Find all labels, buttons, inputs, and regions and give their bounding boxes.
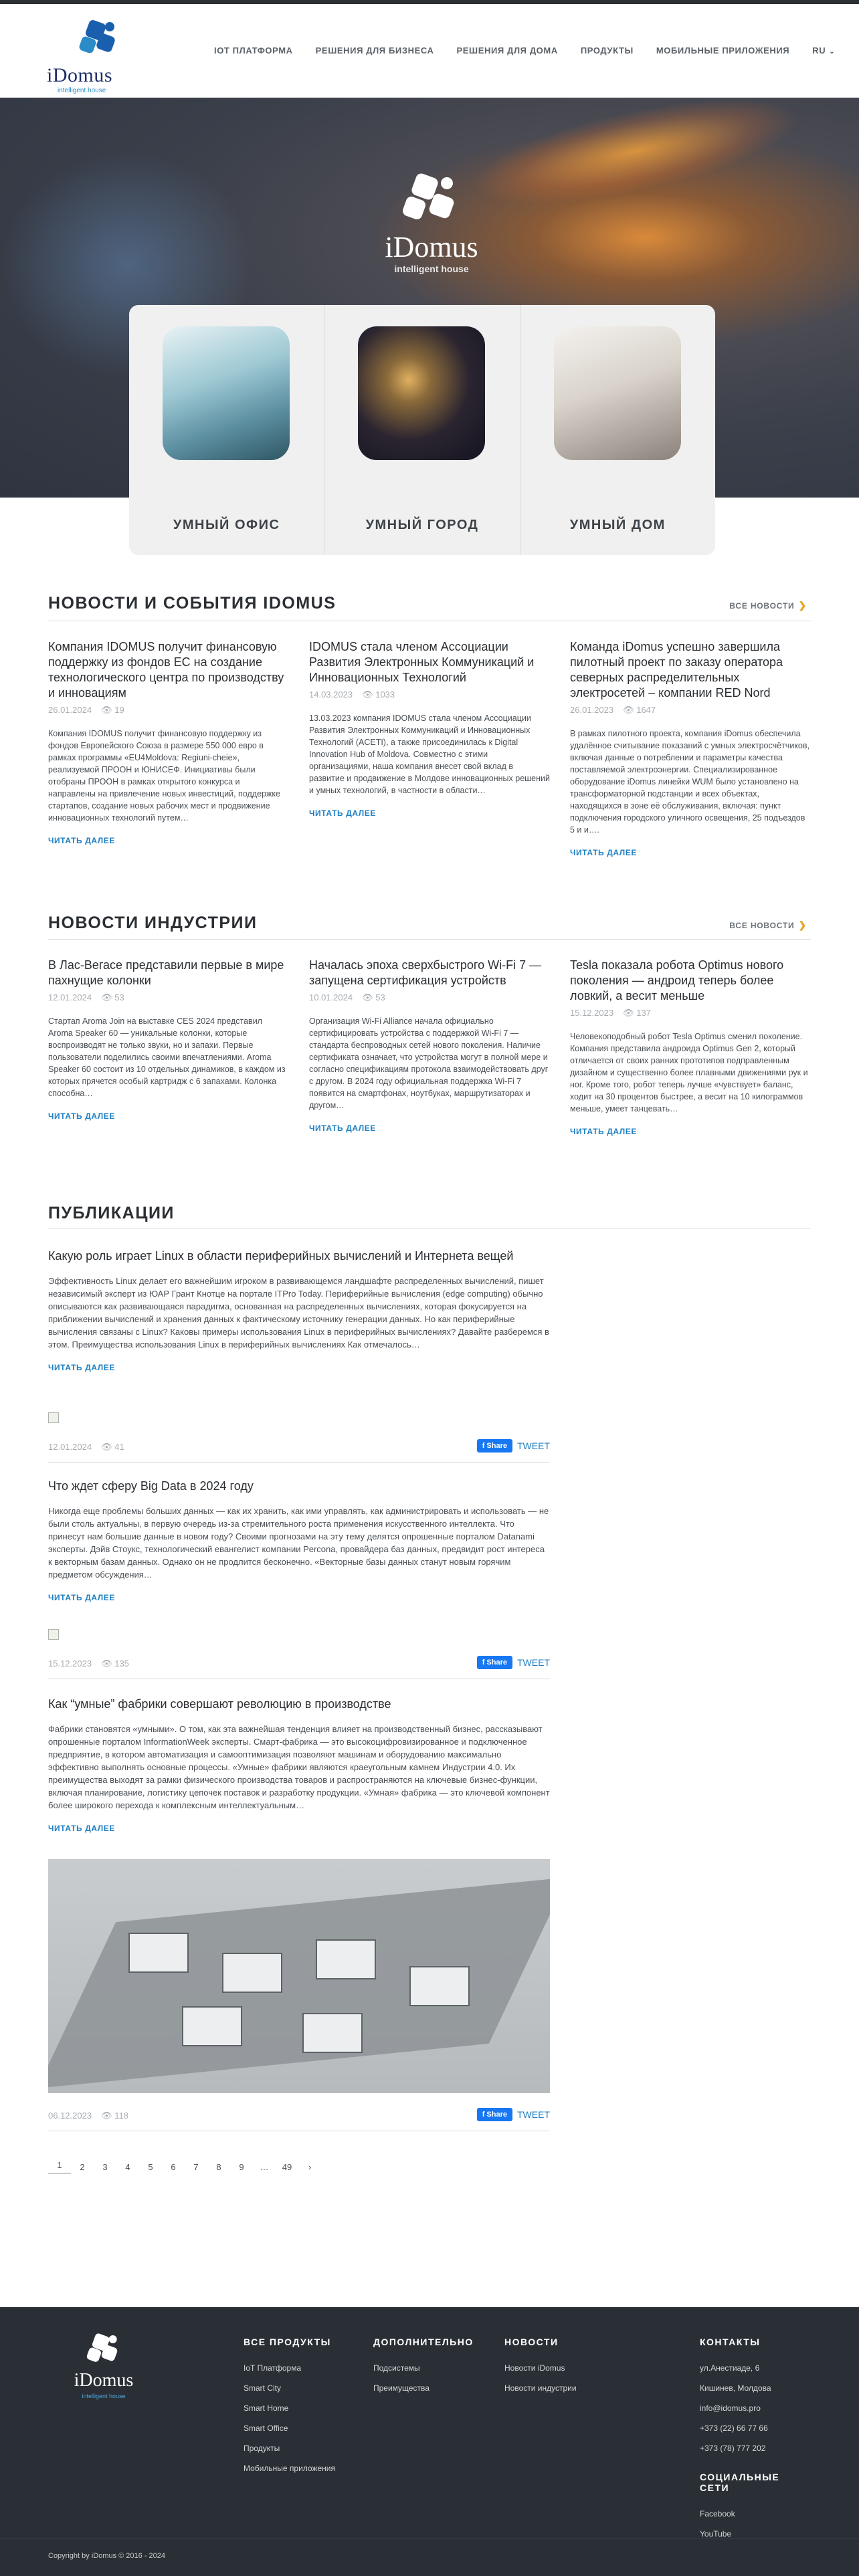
news-excerpt: В рамках пилотного проекта, компания iDomus обеспечила удалённое считывание показаний с умных электросчётчиков, включая данные о потреблении и параметры качества поставляемой электроэнергии. Специализированное оборудование iDomus линейки WUM было установлено на трансформаторной подстанции и всех объектах, находящихся в зоне её обслуживания, включая: пункт подключения городского уличного освещения, 25 подъездов 5 и и…. <box>570 729 809 835</box>
footer-extra <box>373 2337 474 2398</box>
news-meta <box>570 1008 811 1018</box>
news-item <box>570 639 811 857</box>
footer-contacts-title: КОНТАКТЫ <box>700 2337 761 2347</box>
page-ellipsis: … <box>260 2162 269 2172</box>
smart-home-image <box>554 326 681 460</box>
site-logo[interactable] <box>47 17 147 94</box>
news-date: 12.01.2024 <box>48 992 92 1002</box>
footer-logo-subtitle: intelligent house <box>82 2393 126 2399</box>
publication-excerpt: Никогда еще проблемы больших данных — как их хранить, как ими управлять, как администрировать и использовать — не были столь актуальны, в первую очередь из-за стремительного роста применения искусственного интеллекта. Что принесут нам большие данные в новом году? Своими прогнозами на эту тему делятся опрошенные порталом Datanami эксперты. Дэйв Стоукс, технологический евангелист компании Percona, провайдера баз данных, предвидит рост интереса к векторным базам данных. Однако он не продлится бесконечно. «Векторные базы данных станут новым горячим предметом обсуждения… <box>48 1506 549 1580</box>
read-more-link[interactable]: ЧИТАТЬ ДАЛЕЕ <box>48 1111 115 1121</box>
hero-glow <box>464 98 807 225</box>
publication-date-views <box>48 1658 129 1669</box>
eye-icon: 👁 <box>101 1442 112 1452</box>
publication-excerpt: Фабрики становятся «умными». О том, как эта важнейшая тенденция влияет на производственный бизнес, рассказывают опрошенные порталом InformationWeek эксперты. Смарт-фабрика — это высокоцифровизированное и подключенное предприятие, в котором автоматизация и самооптимизация позволяют машинам и оборудованию максимально эффективно выполнять основные процессы. «Умные» фабрики являются краеугольным камнем Индустрии 4.0. Их преимущества выходят за рамки физического производства товаров и распространяются на ключевые бизнес-функции, включая планирование, логистику цепочек поставок и разработку продукции. «Умная» фабрика — это ключевой компонент более широкого перехода к комплексным интеллектуальным… <box>48 1724 550 1810</box>
footer-address-street: ул.Анестиаде, 6 <box>700 2363 760 2373</box>
footer-social-title: СОЦИАЛЬНЫЕ СЕТИ <box>700 2472 780 2493</box>
news-item <box>48 958 289 1136</box>
news-views: 1647 <box>636 705 656 715</box>
footer-link-advantages[interactable]: Преимущества <box>373 2383 430 2393</box>
news-date: 10.01.2024 <box>309 992 353 1002</box>
read-more-link[interactable]: ЧИТАТЬ ДАЛЕЕ <box>48 836 115 845</box>
footer-logo-text: iDomus <box>74 2370 134 2391</box>
nav-products[interactable]: ПРОДУКТЫ <box>580 45 634 56</box>
news-title[interactable]: Команда iDomus успешно завершила пилотный проект по заказу оператора северных распределительных электросетей – компании RED Nord <box>570 640 783 700</box>
news-meta <box>309 689 550 700</box>
read-more-link[interactable]: ЧИТАТЬ ДАЛЕЕ <box>309 809 376 818</box>
news-title[interactable]: В Лас-Вегасе представили первые в мире пахнущие колонки <box>48 958 284 987</box>
footer-extra-title: ДОПОЛНИТЕЛЬНО <box>373 2337 474 2347</box>
news-views: 1033 <box>375 689 395 700</box>
section-divider <box>48 939 811 940</box>
chevron-right-icon: ❯ <box>798 600 807 611</box>
footer-phone-2[interactable]: +373 (78) 777 202 <box>700 2444 766 2453</box>
news-meta <box>48 705 289 716</box>
facebook-share-button[interactable]: f Share <box>477 1656 512 1669</box>
publication-date: 06.12.2023 <box>48 2111 92 2121</box>
tweet-button[interactable]: TWEET <box>517 1440 550 1451</box>
news-item <box>570 958 811 1136</box>
footer-news <box>504 2337 577 2398</box>
read-more-link[interactable]: ЧИТАТЬ ДАЛЕЕ <box>48 1593 115 1602</box>
solution-cards <box>129 305 715 555</box>
smart-city-image <box>358 326 485 460</box>
publication-meta <box>48 1656 550 1673</box>
footer-link-iot[interactable]: IoT Платформа <box>244 2363 302 2373</box>
footer-link-youtube[interactable]: YouTube <box>700 2529 732 2539</box>
eye-icon: 👁 <box>101 1658 112 1669</box>
page-6[interactable]: 6 <box>171 2162 176 2172</box>
news-meta <box>48 992 289 1003</box>
language-label: RU <box>812 45 826 56</box>
news-list <box>48 639 811 857</box>
news-title[interactable]: Началась эпоха сверхбыстрого Wi-Fi 7 — запущена сертификация устройств <box>309 958 542 987</box>
news-views: 53 <box>375 992 385 1002</box>
publication-meta <box>48 2108 550 2125</box>
read-more-link[interactable]: ЧИТАТЬ ДАЛЕЕ <box>570 848 637 857</box>
footer-link-subsystems[interactable]: Подсистемы <box>373 2363 420 2373</box>
footer-contacts <box>700 2337 793 2544</box>
page-49[interactable]: 49 <box>282 2162 292 2172</box>
card-label: УМНЫЙ ОФИС <box>173 518 280 532</box>
page-3[interactable]: 3 <box>102 2162 108 2172</box>
read-more-link[interactable]: ЧИТАТЬ ДАЛЕЕ <box>48 1363 115 1372</box>
page-9[interactable]: 9 <box>239 2162 244 2172</box>
publication-title[interactable]: Какую роль играет Linux в области периферийных вычислений и Интернета вещей <box>48 1249 514 1263</box>
eye-icon: 👁 <box>362 992 373 1002</box>
footer-address-city: Кишинев, Молдова <box>700 2383 771 2393</box>
news-date: 26.01.2024 <box>48 705 92 715</box>
puzzle-logo-icon <box>395 171 468 231</box>
facebook-share-button[interactable]: f Share <box>477 1439 512 1453</box>
facebook-share-button[interactable]: f Share <box>477 2108 512 2121</box>
smart-factory-image <box>48 1859 550 2093</box>
all-news-label: ВСЕ НОВОСТИ <box>729 601 795 611</box>
footer-link-products[interactable]: Продукты <box>244 2444 280 2453</box>
footer-link-mobile-apps[interactable]: Мобильные приложения <box>244 2464 335 2473</box>
footer-email[interactable]: info@idomus.pro <box>700 2403 761 2413</box>
publication-meta <box>48 1439 550 1457</box>
news-views: 137 <box>636 1008 651 1018</box>
broken-image-icon <box>48 1629 59 1640</box>
language-selector[interactable] <box>812 45 835 56</box>
hero-logo-subtitle: intelligent house <box>394 263 469 274</box>
footer-products-title: ВСЕ ПРОДУКТЫ <box>244 2337 331 2347</box>
news-views: 53 <box>114 992 124 1002</box>
nav-mobile-apps[interactable]: МОБИЛЬНЫЕ ПРИЛОЖЕНИЯ <box>656 45 790 56</box>
publication-excerpt: Эффективность Linux делает его важнейшим игроком в развивающемся ландшафте распределенных вычислений, пишет независимый эксперт из ЮАР Грант Кнотце на портале ITPro Today. Периферийные вычисления (edge computing) обычно описываются как развивающаяся парадигма, основанная на распределенных вычислениях, которая фокусируется на приближении вычислений и хранения данных к фактическому источнику генерации данных. Но как периферийные вычисления связаны с Linux? Каковы примеры использования Linux в периферийных вычислениях? Давайте разберемся в этом. Преимущества использования Linux в периферийных вычислениях Как отмечалось… <box>48 1276 549 1350</box>
site-footer <box>0 2307 859 2576</box>
eye-icon: 👁 <box>362 689 373 700</box>
puzzle-logo-icon <box>80 2331 127 2371</box>
news-meta <box>570 705 811 716</box>
next-page-button[interactable]: › <box>308 2162 312 2172</box>
eye-icon: 👁 <box>101 705 112 715</box>
news-excerpt: Компания IDOMUS получит финансовую поддержку из фондов Европейского Союза в размере 550 000 евро в рамках программы «EU4Moldova: Regiuni-cheie», реализуемой ПРООН и ЮНИСЕФ. Инициативы были отобраны ПРООН в рамках открытого конкурса и направлены на привлечение новых инвестиций, поддержке стартапов, создание новых рабочих мест и продвижение инновационных технологий путем… <box>48 729 280 823</box>
publication-views: 41 <box>114 1442 124 1452</box>
footer-link-smart-city[interactable]: Smart City <box>244 2383 282 2393</box>
footer-link-smart-home[interactable]: Smart Home <box>244 2403 289 2413</box>
publication-title[interactable]: Что ждет сферу Big Data в 2024 году <box>48 1479 254 1493</box>
read-more-link[interactable]: ЧИТАТЬ ДАЛЕЕ <box>309 1123 376 1133</box>
industry-section-title: НОВОСТИ ИНДУСТРИИ <box>48 914 258 932</box>
footer-link-smart-office[interactable]: Smart Office <box>244 2424 288 2433</box>
page-8[interactable]: 8 <box>216 2162 221 2172</box>
card-label: УМНЫЙ ДОМ <box>569 518 666 532</box>
footer-logo[interactable] <box>60 2331 147 2405</box>
news-title[interactable]: Компания IDOMUS получит финансовую поддержку из фондов ЕС на создание технологического центра по производству и инновациям <box>48 640 284 700</box>
card-smart-office[interactable] <box>129 305 324 555</box>
publication-views: 118 <box>114 2111 128 2121</box>
tweet-button[interactable]: TWEET <box>517 2109 550 2120</box>
news-item <box>309 958 550 1136</box>
all-news-label: ВСЕ НОВОСТИ <box>729 921 795 930</box>
publication-item <box>48 1696 550 1833</box>
logo-subtitle: intelligent house <box>58 87 106 94</box>
all-news-link[interactable] <box>729 600 807 611</box>
eye-icon: 👁 <box>623 705 634 715</box>
puzzle-logo-icon <box>72 17 126 64</box>
news-title[interactable]: IDOMUS стала членом Ассоциации Развития Электронных Коммуникаций и Инновационных Технологий <box>309 640 535 684</box>
news-excerpt: Человекоподобный робот Tesla Optimus сменил поколение. Компания представила андроида Optimus Gen 2, который отличается от своих ранних прототипов подправленным дизайном и существенно более плавными движениями рук и ног. Кроме того, робот теперь лучше «чувствует» баланс, ходит на 30 процентов быстрее, а весит на 10 килограммов меньше, умеет танцевать… <box>570 1032 808 1113</box>
news-excerpt: 13.03.2023 компания IDOMUS стала членом Ассоциации Развития Электронных Коммуникаций и Инновационных Технологий (ACETI), а также присоединилась к Digital Innovation Hub of Moldova. Совместно с этими организациями, наша компания внесет свой вклад в развитие и продвижение в Молдове инновационных решений и умных технологий, в частности в области… <box>309 714 551 795</box>
nav-business-solutions[interactable]: РЕШЕНИЯ ДЛЯ БИЗНЕСА <box>315 45 434 56</box>
page-1[interactable]: 1 <box>48 2160 71 2174</box>
publication-item <box>48 1248 550 1372</box>
footer-link-idomus-news[interactable]: Новости iDomus <box>504 2363 565 2373</box>
site-header <box>0 4 859 98</box>
footer-news-title: НОВОСТИ <box>504 2337 559 2347</box>
footer-link-facebook[interactable]: Facebook <box>700 2509 735 2518</box>
publication-views: 135 <box>114 1658 129 1669</box>
broken-image-icon <box>48 1412 59 1423</box>
eye-icon: 👁 <box>623 1008 634 1018</box>
nav-iot-platform[interactable]: IOT ПЛАТФОРМА <box>214 45 293 56</box>
publication-date-views <box>48 2111 128 2121</box>
all-industry-news-link[interactable] <box>729 920 807 931</box>
read-more-link[interactable]: ЧИТАТЬ ДАЛЕЕ <box>570 1127 637 1136</box>
page-4[interactable]: 4 <box>125 2162 130 2172</box>
card-smart-home[interactable] <box>520 305 715 555</box>
news-item <box>48 639 289 857</box>
pagination <box>48 2160 321 2174</box>
news-date: 26.01.2023 <box>570 705 614 715</box>
footer-link-industry-news[interactable]: Новости индустрии <box>504 2383 577 2393</box>
news-title[interactable]: Tesla показала робота Optimus нового поколения — андроид теперь более ловкий, а весит меньше <box>570 958 784 1002</box>
publications-section-title: ПУБЛИКАЦИИ <box>48 1204 175 1222</box>
chevron-down-icon: ⌄ <box>829 48 836 56</box>
eye-icon: 👁 <box>101 2111 112 2121</box>
footer-phone-1[interactable]: +373 (22) 66 77 66 <box>700 2424 768 2433</box>
news-excerpt: Стартап Aroma Join на выставке CES 2024 представил Aroma Speaker 60 — уникальные колонки, которые воспроизводят не только звуки, но и запахи. Первые пользователи поделились своими впечатлениями. Aroma Speaker 60 состоит из 10 отдельных динамиков, в каждом из которых прячется особый картридж с 6 запахами. Колонка способна… <box>48 1016 286 1098</box>
publication-divider <box>48 1462 550 1463</box>
tweet-button[interactable]: TWEET <box>517 1657 550 1668</box>
hero-logo <box>355 171 508 278</box>
card-label: УМНЫЙ ГОРОД <box>365 518 479 532</box>
news-date: 15.12.2023 <box>570 1008 614 1018</box>
publication-item <box>48 1478 550 1602</box>
logo-text: iDomus <box>47 64 113 86</box>
footer-products <box>244 2337 335 2478</box>
publication-date-views <box>48 1442 124 1453</box>
news-section-title: НОВОСТИ И СОБЫТИЯ IDOMUS <box>48 594 337 613</box>
card-smart-city[interactable] <box>324 305 520 555</box>
news-item <box>309 639 550 857</box>
news-excerpt: Организация Wi-Fi Alliance начала официально сертифицировать устройства с поддержкой Wi-Fi 7 — стандарта беспроводных сетей нового поколения. Наличие сертификата означает, что устройства могут в полной мере и согласно спецификациям протокола взаимодействовать друг с другом. В 2024 году официальная поддержка Wi-Fi 7 появится на смартфонах, ноутбуках, маршрутизаторах и другом… <box>309 1016 549 1110</box>
publication-title[interactable]: Как “умные” фабрики совершают революцию в производстве <box>48 1697 391 1711</box>
main-nav <box>214 45 835 56</box>
eye-icon: 👁 <box>101 992 112 1002</box>
chevron-right-icon: ❯ <box>798 920 807 930</box>
page-5[interactable]: 5 <box>148 2162 153 2172</box>
industry-news-list <box>48 958 811 1136</box>
publication-date: 12.01.2024 <box>48 1442 92 1452</box>
page-7[interactable]: 7 <box>193 2162 199 2172</box>
page-2[interactable]: 2 <box>80 2162 85 2172</box>
smart-office-image <box>163 326 290 460</box>
hero-logo-text: iDomus <box>385 231 478 263</box>
news-date: 14.03.2023 <box>309 689 353 700</box>
publication-date: 15.12.2023 <box>48 1658 92 1669</box>
read-more-link[interactable]: ЧИТАТЬ ДАЛЕЕ <box>48 1824 115 1833</box>
news-views: 19 <box>114 705 124 715</box>
copyright: Copyright by iDomus © 2016 - 2024 <box>48 2552 166 2560</box>
nav-home-solutions[interactable]: РЕШЕНИЯ ДЛЯ ДОМА <box>456 45 558 56</box>
news-meta <box>309 992 550 1003</box>
